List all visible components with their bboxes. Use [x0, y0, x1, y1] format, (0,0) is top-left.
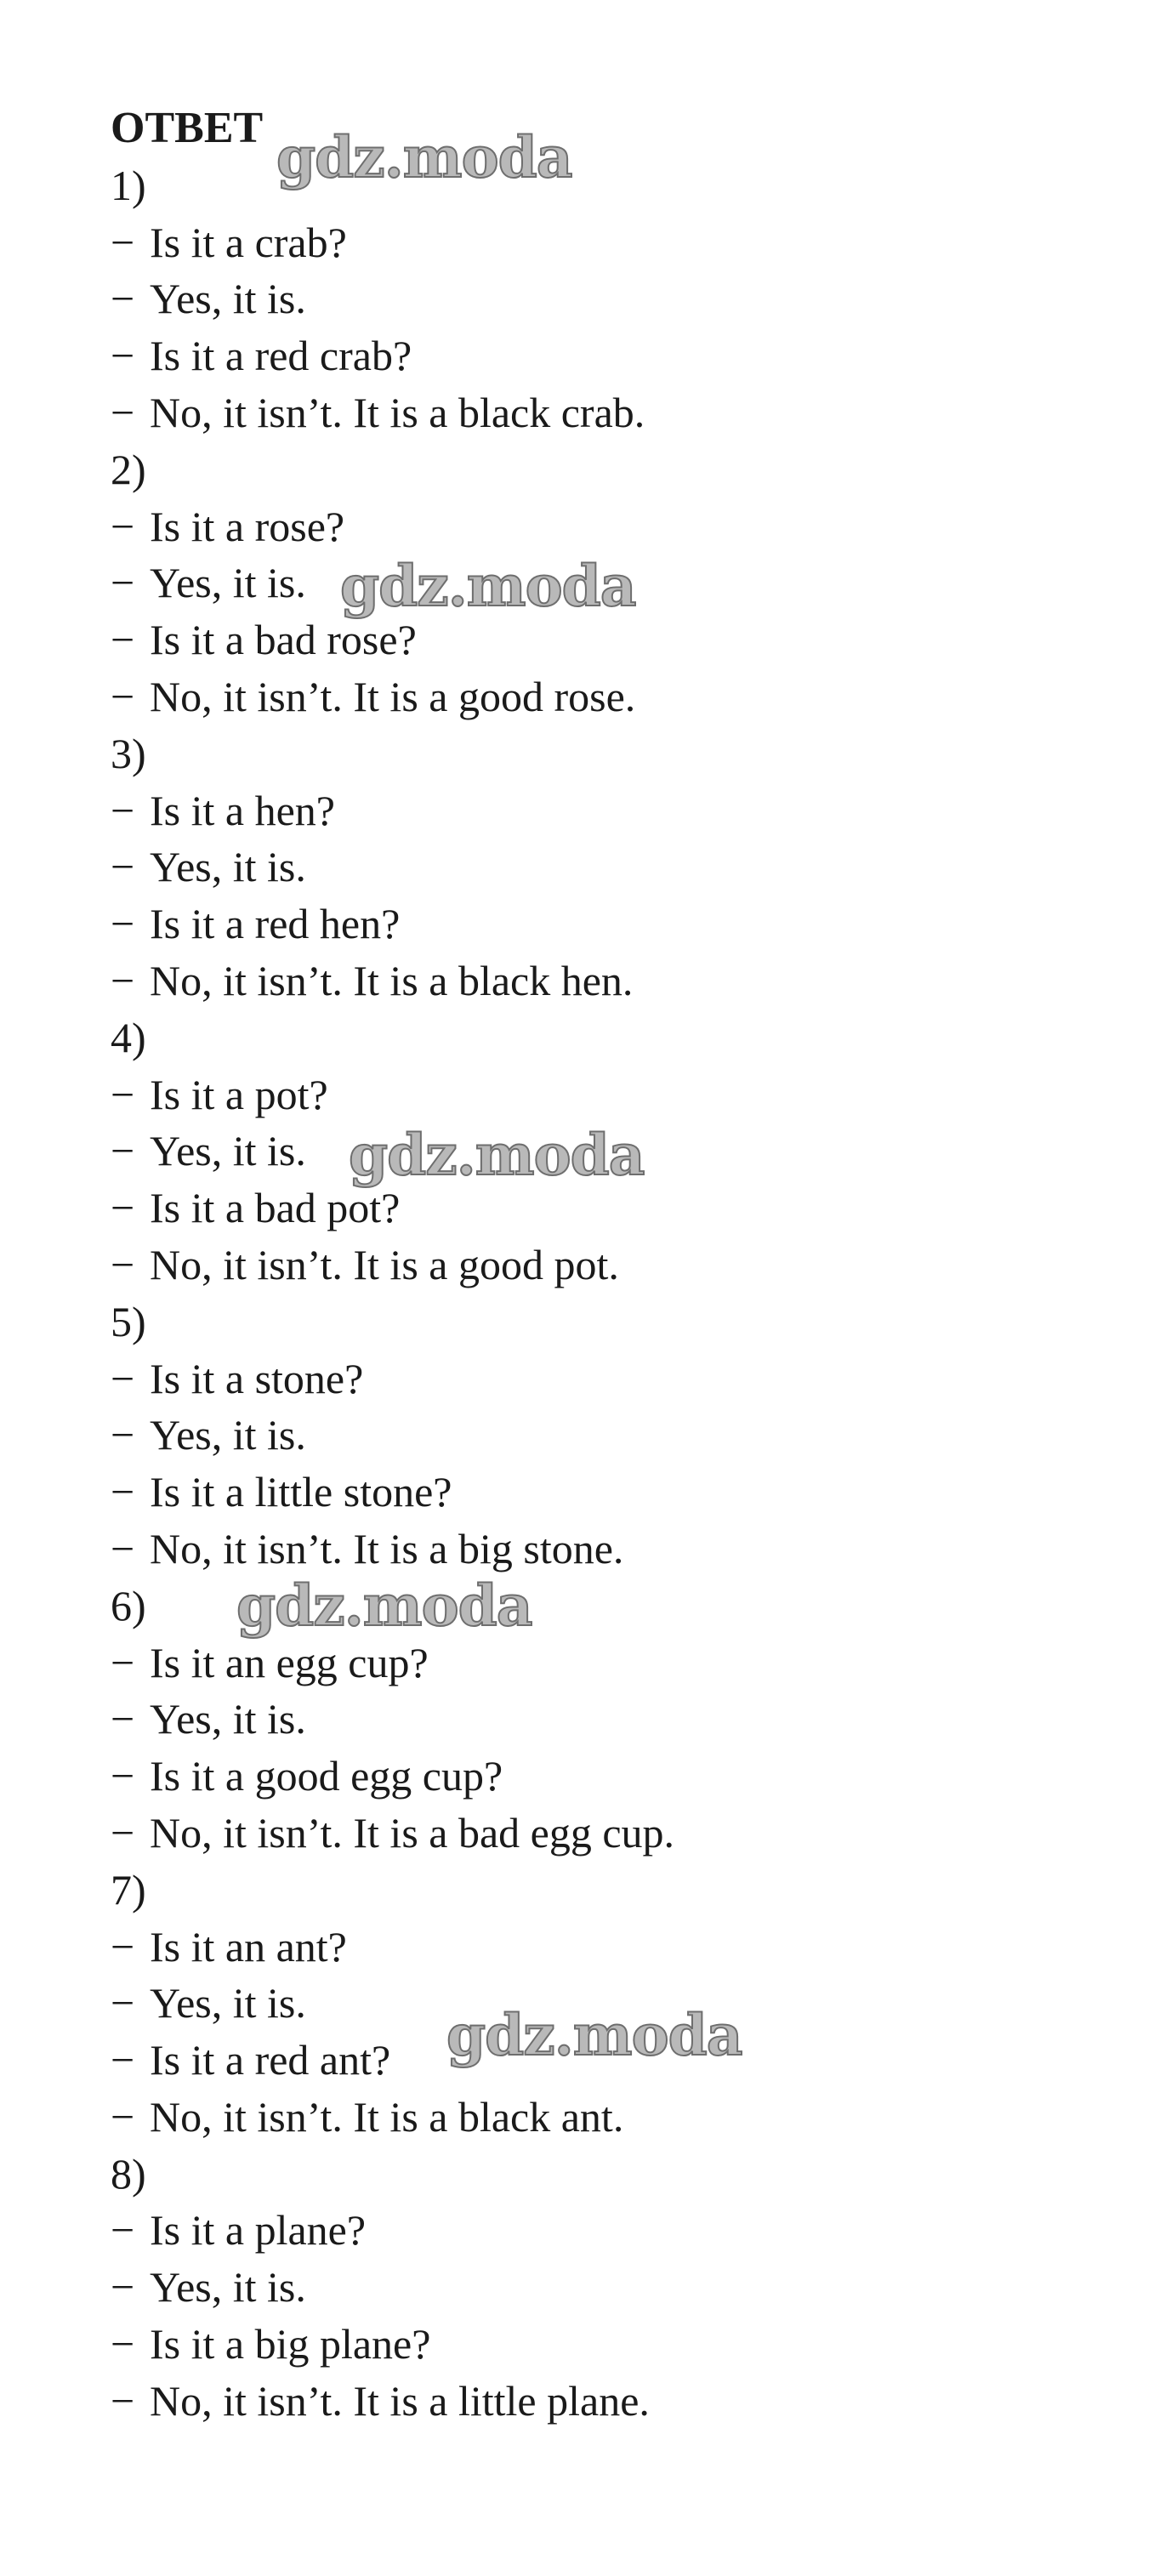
dialogue-text: No, it isn’t. It is a black crab.	[150, 388, 645, 436]
answer-section-7	[111, 1862, 1046, 2146]
dialogue-text: Is it a little stone?	[150, 1468, 452, 1516]
answer-heading: ОТВЕТ	[111, 104, 264, 152]
dialogue-text: Yes, it is.	[150, 1127, 306, 1175]
dialogue-line	[111, 1691, 1046, 1748]
dialogue-text: Yes, it is.	[150, 2263, 306, 2312]
dialogue-line	[111, 384, 1046, 441]
dialogue-line	[111, 1975, 1046, 2032]
dialogue-text: No, it isn’t. It is a good rose.	[150, 672, 636, 720]
dialogue-text: Is it a stone?	[150, 1354, 364, 1402]
dialogue-text: No, it isn’t. It is a good pot.	[150, 1240, 619, 1288]
dialogue-line	[111, 1351, 1046, 1407]
answer-section-1	[111, 157, 1046, 441]
dash-mark: −	[111, 672, 135, 720]
watermark-stamp: gdz.moda	[349, 1122, 645, 1188]
answer-section-6	[111, 1572, 1046, 1862]
dash-mark: −	[111, 332, 135, 380]
dialogue-line	[111, 1521, 1046, 1578]
dialogue-line	[111, 839, 1046, 896]
dash-mark: −	[111, 956, 135, 1004]
dash-mark: −	[111, 1127, 135, 1175]
dialogue-text: No, it isn’t. It is a bad egg cup.	[150, 1808, 675, 1857]
dash-mark: −	[111, 388, 135, 436]
dash-mark: −	[111, 2092, 135, 2141]
dash-mark: −	[111, 1070, 135, 1118]
dialogue-text: No, it isn’t. It is a black hen.	[150, 956, 634, 1004]
dash-mark: −	[111, 218, 135, 266]
dialogue-line	[111, 611, 1046, 668]
dialogue-text: Is it a red hen?	[150, 900, 401, 948]
dialogue-line	[111, 782, 1046, 839]
dash-mark: −	[111, 1922, 135, 1970]
dialogue-line	[111, 2259, 1046, 2316]
dialogue-line	[111, 1180, 1046, 1237]
dash-mark: −	[111, 502, 135, 550]
dialogue-line	[111, 270, 1046, 327]
dialogue-text: No, it isn’t. It is a little plane.	[150, 2376, 650, 2425]
dash-mark: −	[111, 2320, 135, 2368]
dialogue-line	[111, 1919, 1046, 1976]
dialogue-text: No, it isn’t. It is a black ant.	[150, 2092, 624, 2141]
dialogue-text: Yes, it is.	[150, 1979, 306, 2027]
section-number: 7)	[111, 1865, 146, 1914]
dash-mark: −	[111, 1808, 135, 1857]
watermark-stamp: gdz.moda	[276, 124, 572, 190]
section-number: 4)	[111, 1013, 146, 1061]
answer-section-3	[111, 725, 1046, 1009]
dialogue-text: Is it a red ant?	[150, 2036, 391, 2084]
dialogue-text: Yes, it is.	[150, 1411, 306, 1459]
dash-mark: −	[111, 900, 135, 948]
dash-mark: −	[111, 843, 135, 891]
section-number: 8)	[111, 2149, 146, 2198]
dialogue-line	[111, 2032, 1046, 2089]
dash-mark: −	[111, 2036, 135, 2084]
dialogue-line	[111, 2202, 1046, 2259]
dash-mark: −	[111, 559, 135, 607]
answer-section-8	[111, 2146, 1046, 2430]
dialogue-text: Is it a good egg cup?	[150, 1752, 503, 1800]
dialogue-line	[111, 668, 1046, 725]
dialogue-text: Yes, it is.	[150, 559, 306, 607]
dash-mark: −	[111, 1638, 135, 1686]
watermark-stamp: gdz.moda	[446, 2002, 742, 2068]
dash-mark: −	[111, 1979, 135, 2027]
dialogue-line	[111, 2089, 1046, 2146]
dialogue-line	[111, 1066, 1046, 1123]
dash-mark: −	[111, 786, 135, 834]
dash-mark: −	[111, 2376, 135, 2425]
dash-mark: −	[111, 1468, 135, 1516]
dialogue-line	[111, 1748, 1046, 1805]
dash-mark: −	[111, 1752, 135, 1800]
section-number: 3)	[111, 729, 146, 777]
dialogue-line	[111, 1237, 1046, 1294]
section-number: 6)	[111, 1581, 146, 1629]
dialogue-text: Is it a rose?	[150, 502, 345, 550]
section-number: 1)	[111, 161, 146, 209]
dash-mark: −	[111, 1695, 135, 1743]
dialogue-line	[111, 1123, 1046, 1180]
dialogue-text: Is it an ant?	[150, 1922, 347, 1970]
dialogue-text: Is it a pot?	[150, 1070, 328, 1118]
dialogue-text: Yes, it is.	[150, 275, 306, 323]
dialogue-text: No, it isn’t. It is a big stone.	[150, 1524, 624, 1572]
dialogue-text: Is it a bad rose?	[150, 616, 417, 664]
dash-mark: −	[111, 1354, 135, 1402]
dialogue-text: Is it a hen?	[150, 786, 335, 834]
dash-mark: −	[111, 1240, 135, 1288]
dialogue-line	[111, 952, 1046, 1009]
dialogue-line	[111, 2316, 1046, 2373]
dialogue-text: Is it a big plane?	[150, 2320, 431, 2368]
dash-mark: −	[111, 1411, 135, 1459]
dialogue-line	[111, 1635, 1046, 1692]
answer-section-2	[111, 441, 1046, 725]
dialogue-line	[111, 1464, 1046, 1521]
section-number: 5)	[111, 1297, 146, 1345]
dash-mark: −	[111, 1184, 135, 1232]
dialogue-text: Is it a red crab?	[150, 332, 412, 380]
dialogue-line	[111, 1805, 1046, 1862]
dialogue-text: Yes, it is.	[150, 1695, 306, 1743]
dialogue-text: Is it a bad pot?	[150, 1184, 401, 1232]
dialogue-line	[111, 1407, 1046, 1464]
answer-section-5	[111, 1294, 1046, 1578]
answer-document	[111, 100, 1046, 2430]
dash-mark: −	[111, 2263, 135, 2312]
dialogue-line	[111, 327, 1046, 384]
dash-mark: −	[111, 275, 135, 323]
dialogue-line	[111, 896, 1046, 952]
dialogue-line	[111, 554, 1046, 611]
section-number: 2)	[111, 445, 146, 493]
answer-section-4	[111, 1009, 1046, 1294]
dialogue-line	[111, 2373, 1046, 2430]
dash-mark: −	[111, 2206, 135, 2255]
dash-mark: −	[111, 616, 135, 664]
dialogue-text: Is it a plane?	[150, 2206, 367, 2255]
watermark-stamp: gdz.moda	[340, 553, 636, 619]
dialogue-line	[111, 498, 1046, 555]
watermark-stamp: gdz.moda	[236, 1572, 532, 1639]
dash-mark: −	[111, 1524, 135, 1572]
dialogue-text: Is it an egg cup?	[150, 1638, 429, 1686]
dialogue-text: Is it a crab?	[150, 218, 347, 266]
dialogue-text: Yes, it is.	[150, 843, 306, 891]
dialogue-line	[111, 214, 1046, 271]
